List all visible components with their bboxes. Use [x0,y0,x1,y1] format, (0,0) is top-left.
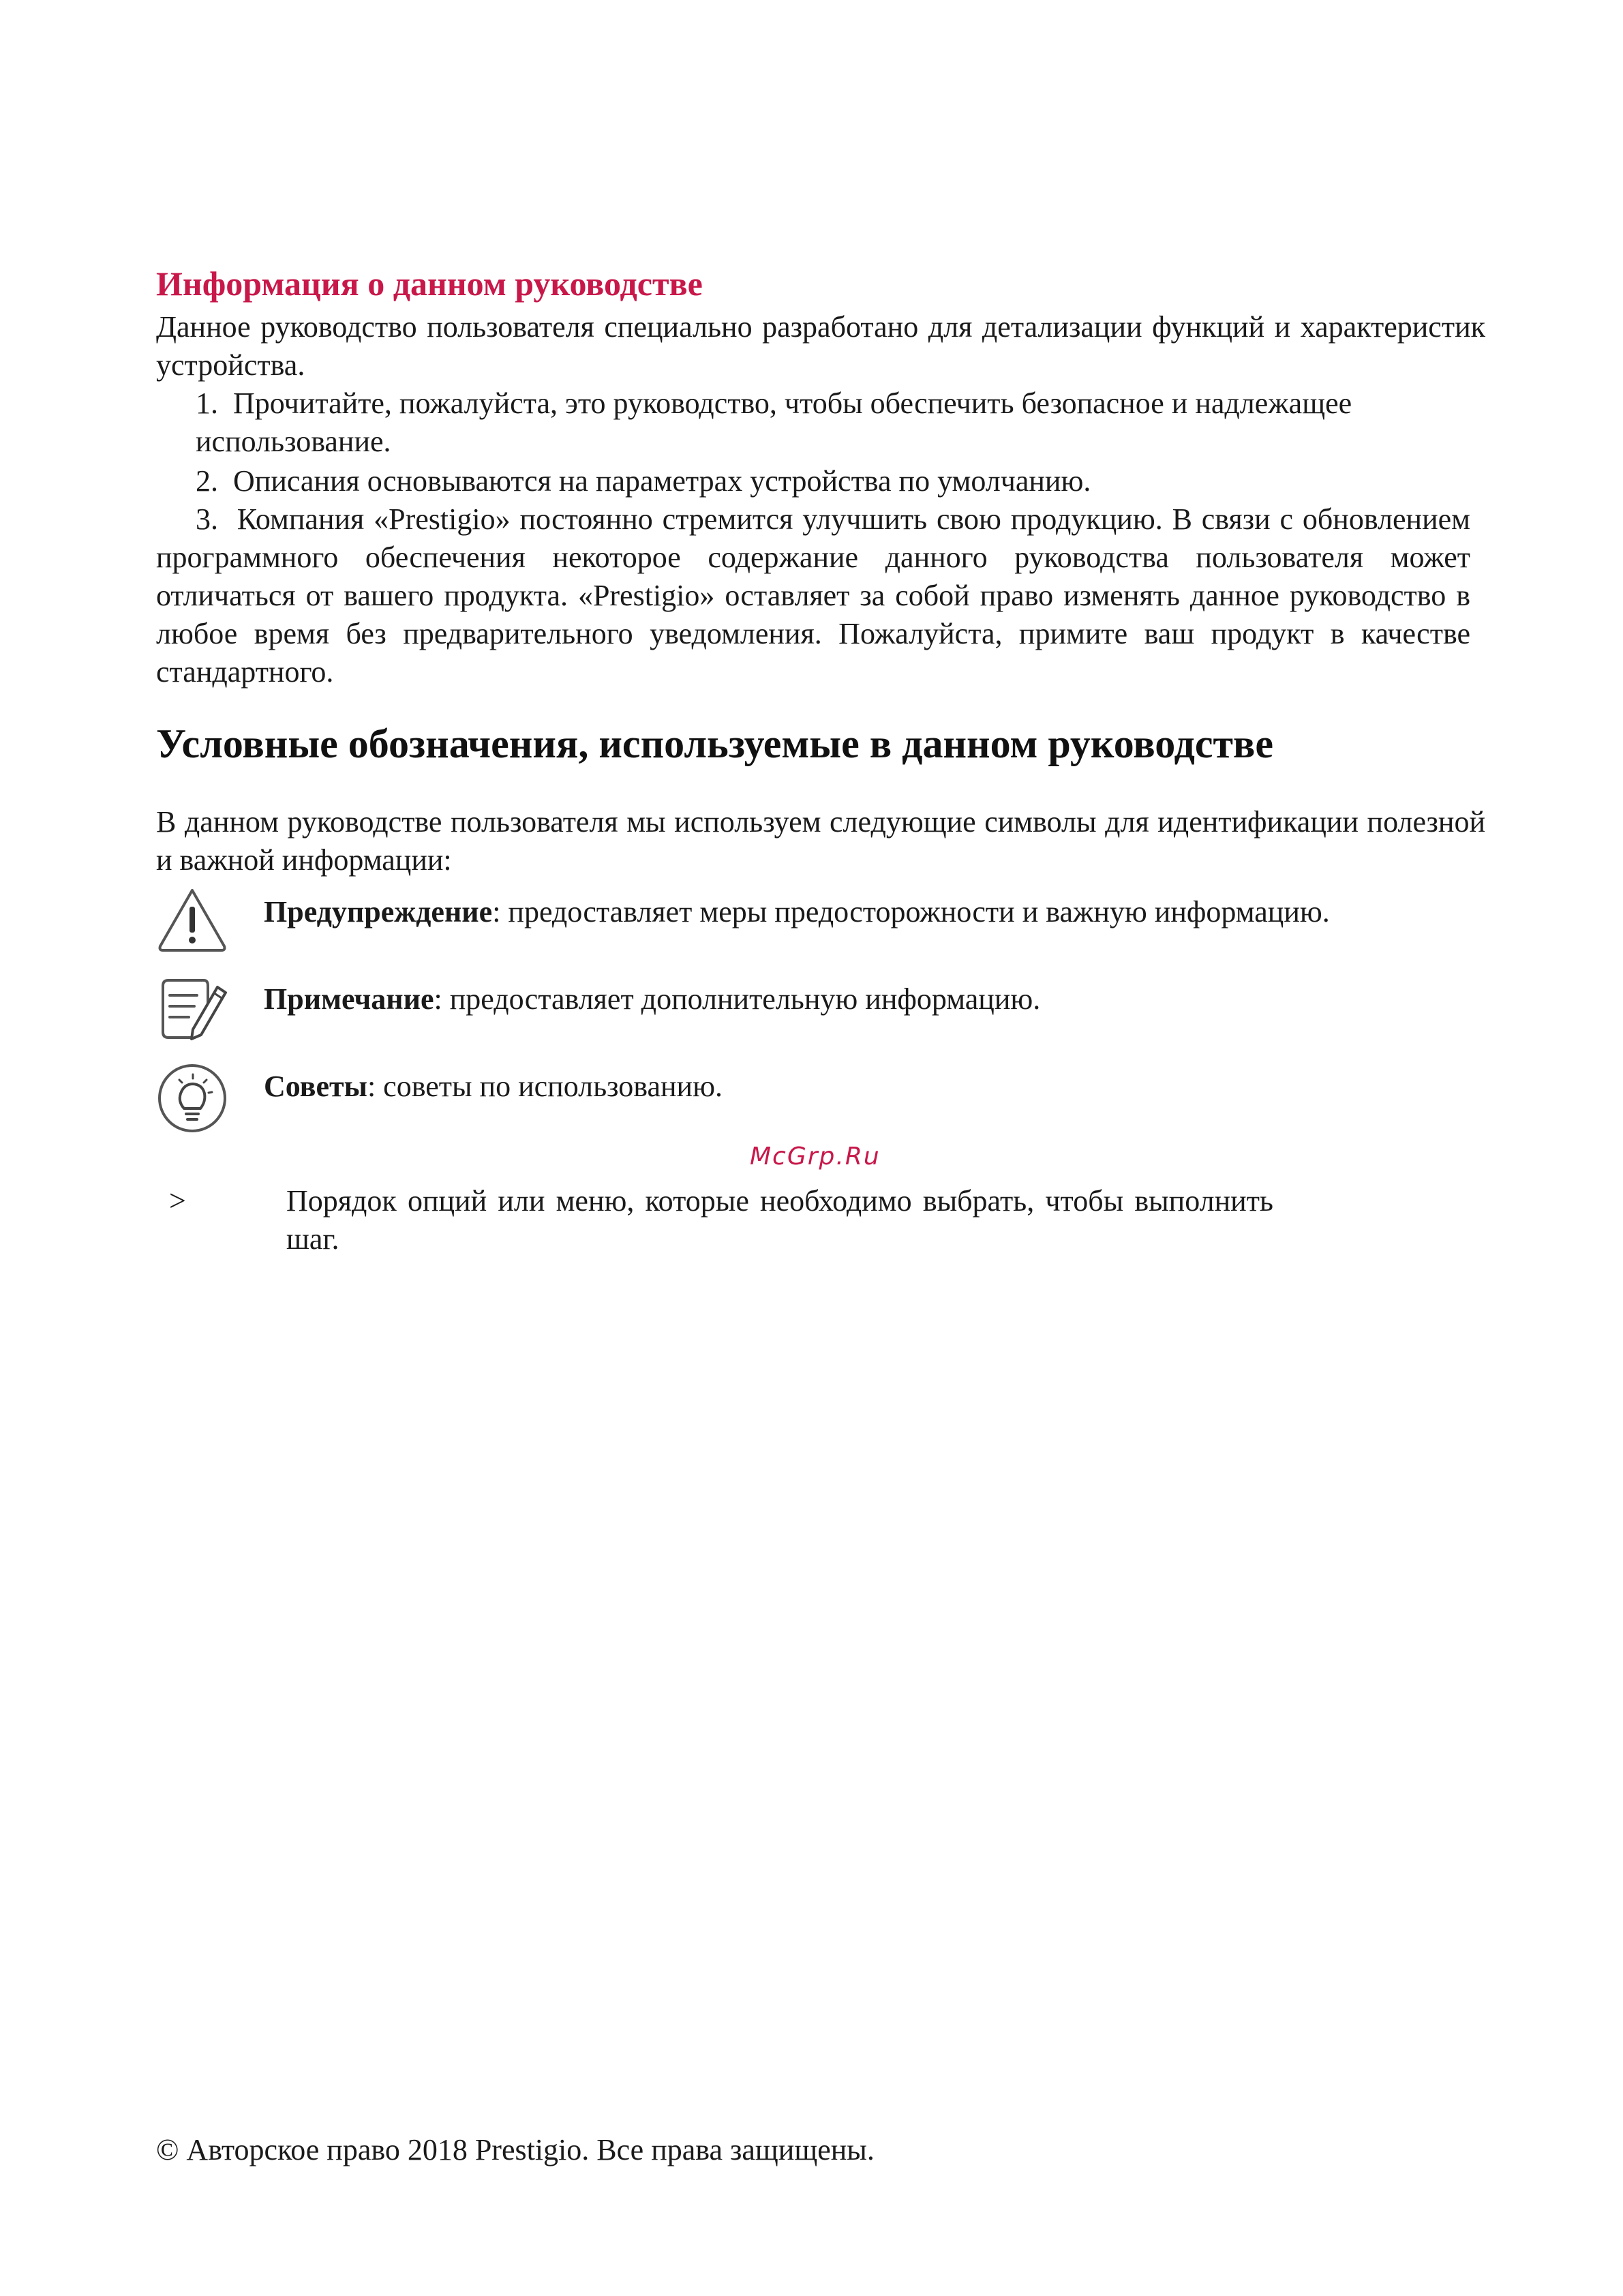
arrow-symbol: > [169,1184,186,1218]
tips-icon [155,1061,230,1136]
list-item-text: Описания основываются на параметрах устройства по умолчанию. [233,464,1091,498]
list-item-number: 2. [196,464,218,498]
symbol-label: Предупреждение [264,895,493,928]
list-item-text: Прочитайте, пожалуйста, это руководство, чтобы обеспечить безопасное и надлежащее использование. [196,387,1352,458]
list-item [156,384,1485,461]
note-icon [155,972,230,1047]
list-item-number: 1. [196,387,218,420]
section-title-conventions: Условные обозначения, используемые в данном руководстве [156,721,1273,766]
symbol-description: : предоставляет меры предосторожности и важную информацию. [492,895,1330,928]
symbol-text-note [264,980,1040,1018]
symbol-row-tips [156,1066,1485,1141]
section-title-about-guide: Информация о данном руководстве [156,265,703,303]
list-item [156,462,1485,500]
list-item-number: 3. [196,502,218,536]
arrow-description: Порядок опций или меню, которые необходимо выбрать, чтобы выполнить шаг. [286,1184,1273,1256]
conventions-intro: В данном руководстве пользователя мы используем следующие символы для идентификации полезной и важной информации: [156,805,1485,877]
symbol-label: Примечание [264,982,434,1016]
warning-icon [155,883,230,958]
copyright-footer: © Авторское право 2018 Prestigio. Все права защищены. [156,2133,875,2166]
list-item [156,500,1470,691]
symbol-row-warning [156,892,1485,967]
symbol-text-tips [264,1068,723,1106]
about-guide-list [156,384,1485,691]
symbol-row-note [156,979,1485,1054]
watermark-text: McGrp.Ru [750,1143,881,1170]
list-item-text: Компания «Prestigio» постоянно стремится улучшить свою продукцию. В связи с обновлением программного обеспечения некоторое содержание данного руководства пользователя может отличаться от вашего продукта. «Prestigio» оставляет за собой право изменять данное руководство в любое время без предварительного уведомления. Пожалуйста, примите ваш продукт в качестве стандартного. [156,502,1470,689]
page-content [156,263,1485,1141]
symbol-label: Советы [264,1070,367,1103]
symbol-description: : предоставляет дополнительную информацию. [434,982,1041,1016]
symbol-description: : советы по использованию. [367,1070,723,1103]
symbol-text-warning [264,893,1330,931]
about-guide-intro: Данное руководство пользователя специально разработано для детализации функций и характеристик устройства. [156,310,1485,382]
